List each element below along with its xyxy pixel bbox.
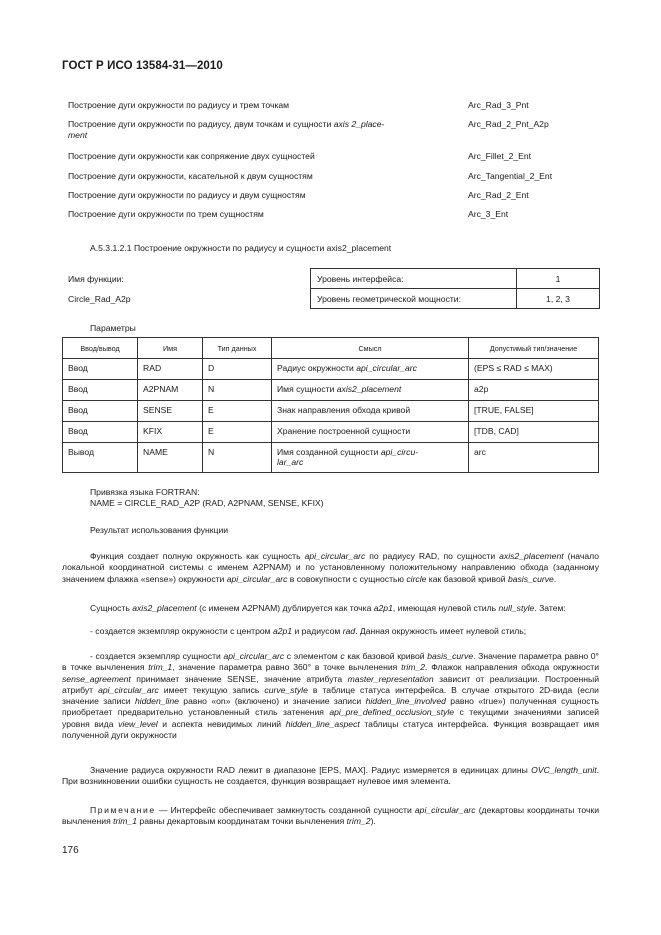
fortran-binding-code: NAME = CIRCLE_RAD_A2P (RAD, A2PNAM, SENSE, KFIX) <box>90 498 324 508</box>
mapping-desc: Построение дуги окружности по радиусу и трем точкам <box>68 100 290 110</box>
parameters-table <box>62 337 599 473</box>
cell-type: N <box>203 443 272 473</box>
paragraph: - создается экземпляр окружности с центром a2p1 и радиусом rad. Данная окружность имеет нулевой стиль; <box>90 626 527 636</box>
function-name: Circle_Rad_A2p <box>68 294 131 304</box>
mapping-desc: Построение дуги окружности по трем сущностям <box>68 209 264 219</box>
cell-io: Ввод <box>63 422 138 443</box>
column-header: Тип данных <box>203 338 272 359</box>
cell-io: Ввод <box>63 380 138 401</box>
paragraph: Сущность axis2_placement (с именем A2PNAM) дублируется как точка a2p1, имеющая нулевой стиль null_style. Затем: <box>90 603 566 613</box>
cell-value: (EPS ≤ RAD ≤ MAX) <box>469 359 599 380</box>
interface-table <box>310 268 600 309</box>
section-title: A.5.3.1.2.1 Построение окружности по радиусу и сущности axis2_placement <box>90 243 392 253</box>
cell-value: a2p <box>469 380 599 401</box>
table-header-row <box>63 338 599 359</box>
function-label: Имя функции: <box>68 274 124 284</box>
page-header-title: ГОСТ Р ИСО 13584-31—2010 <box>62 60 223 72</box>
mapping-name: Arc_Fillet_2_Ent <box>468 151 532 161</box>
mapping-desc: Построение дуги окружности, касательной к двум сущностям <box>68 171 313 181</box>
mapping-name: Arc_3_Ent <box>468 209 509 219</box>
note-label: Примечание <box>90 805 156 815</box>
mapping-name: Arc_Tangential_2_Ent <box>468 171 553 181</box>
table-row <box>63 401 599 422</box>
mapping-name: Arc_Rad_2_Ent <box>468 190 529 200</box>
cell-type: E <box>203 422 272 443</box>
cell-meaning: Радиус окружности api_circular_arc <box>272 359 469 380</box>
cell-type: D <box>203 359 272 380</box>
cell-meaning: Хранение построенной сущности <box>272 422 469 443</box>
cell-value: arc <box>469 443 599 473</box>
cell-meaning: Имя сущности axis2_placement <box>272 380 469 401</box>
cell-io: Ввод <box>63 359 138 380</box>
cell-io: Вывод <box>63 443 138 473</box>
cell-name: SENSE <box>138 401 203 422</box>
note: Примечание — Интерфейс обеспечивает замкнутость созданной сущности api_circular_arc (декартовы координаты точки вычленения trim_1 равны декартовым координатам точки вычленения trim_2). <box>62 805 599 827</box>
paragraph: Функция создает полную окружность как сущность api_circular_arc по радиусу RAD, по сущности axis2_placement (начало локальной координатной системы с именем A2PNAM) и по установленному положительному направлению обхода (заданному значением флажка «sense») окружности api_circular_arc в совокупности с сущностью circle как базовой кривой basis_curve. <box>62 551 599 584</box>
column-header: Имя <box>138 338 203 359</box>
table-row <box>63 380 599 401</box>
table-row <box>63 422 599 443</box>
mapping-desc: Построение дуги окружности по радиусу и двум сущностям <box>68 190 306 200</box>
cell-name: KFIX <box>138 422 203 443</box>
column-header: Допустимый тип/значение <box>469 338 599 359</box>
paragraph: Значение радиуса окружности RAD лежит в диапазоне [EPS, MAX]. Радиус измеряется в единицах длины OVC_length_unit. При возникновении ошибки сущность не создается, функция возвращает нулевое имя элемента. <box>62 765 599 787</box>
column-header: Ввод/вывод <box>63 338 138 359</box>
interface-value: 1, 2, 3 <box>517 289 600 309</box>
paragraph: - создается экземпляр сущности api_circular_arc с элементом c как базовой кривой basis_curve. Значение параметра равно 0° в точке вычленения trim_1, значение параметра равно 360° в точке вычленения trim_2. Флажок направления обхода окружности sense_agreement принимает значение SENSE, значение атрибута master_representation зависит от реализации. Построенный атрибут api_circular_arc имеет текущую запись curve_style в таблице статуса интерфейса. В случае открытого 2D-вида (если значение записи hidden_line равно «on» (включено) и значение записи hidden_line_involved равно «true») полученная сущность приобретает предварительно установленный стиль затенения api_pre_defined_occlusion_style с текущими значениями записей уровня вида view_level и аспекта невидимых линий hidden_line_aspect таблицы статуса интерфейса. Функция возвращает имя полученной дуги окружности <box>62 651 600 741</box>
table-row <box>63 443 599 473</box>
interface-row <box>311 289 600 309</box>
cell-name: NAME <box>138 443 203 473</box>
cell-meaning: Знак направления обхода кривой <box>272 401 469 422</box>
cell-value: [TDB, CAD] <box>469 422 599 443</box>
mapping-desc: Построение дуги окружности по радиусу, двум точкам и сущности axis 2_place- ment <box>68 119 385 140</box>
cell-io: Ввод <box>63 401 138 422</box>
cell-meaning: Имя созданной сущности api_circu- lar_arc <box>272 443 469 473</box>
mapping-desc: Построение дуги окружности как сопряжение двух сущностей <box>68 151 315 161</box>
column-header: Смысл <box>272 338 469 359</box>
mapping-name: Arc_Rad_2_Pnt_A2p <box>468 119 549 129</box>
page-number: 176 <box>62 845 79 856</box>
interface-label: Уровень геометрической мощности: <box>311 289 517 309</box>
interface-label: Уровень интерфейса: <box>311 269 517 289</box>
params-title: Параметры <box>90 323 136 333</box>
fortran-binding-label: Привязка языка FORTRAN: <box>90 487 200 497</box>
result-title: Результат использования функции <box>90 525 229 535</box>
interface-value: 1 <box>517 269 600 289</box>
mapping-name: Arc_Rad_3_Pnt <box>468 100 529 110</box>
cell-type: N <box>203 380 272 401</box>
cell-name: RAD <box>138 359 203 380</box>
cell-type: E <box>203 401 272 422</box>
table-row <box>63 359 599 380</box>
cell-value: [TRUE, FALSE] <box>469 401 599 422</box>
interface-row <box>311 269 600 289</box>
cell-name: A2PNAM <box>138 380 203 401</box>
